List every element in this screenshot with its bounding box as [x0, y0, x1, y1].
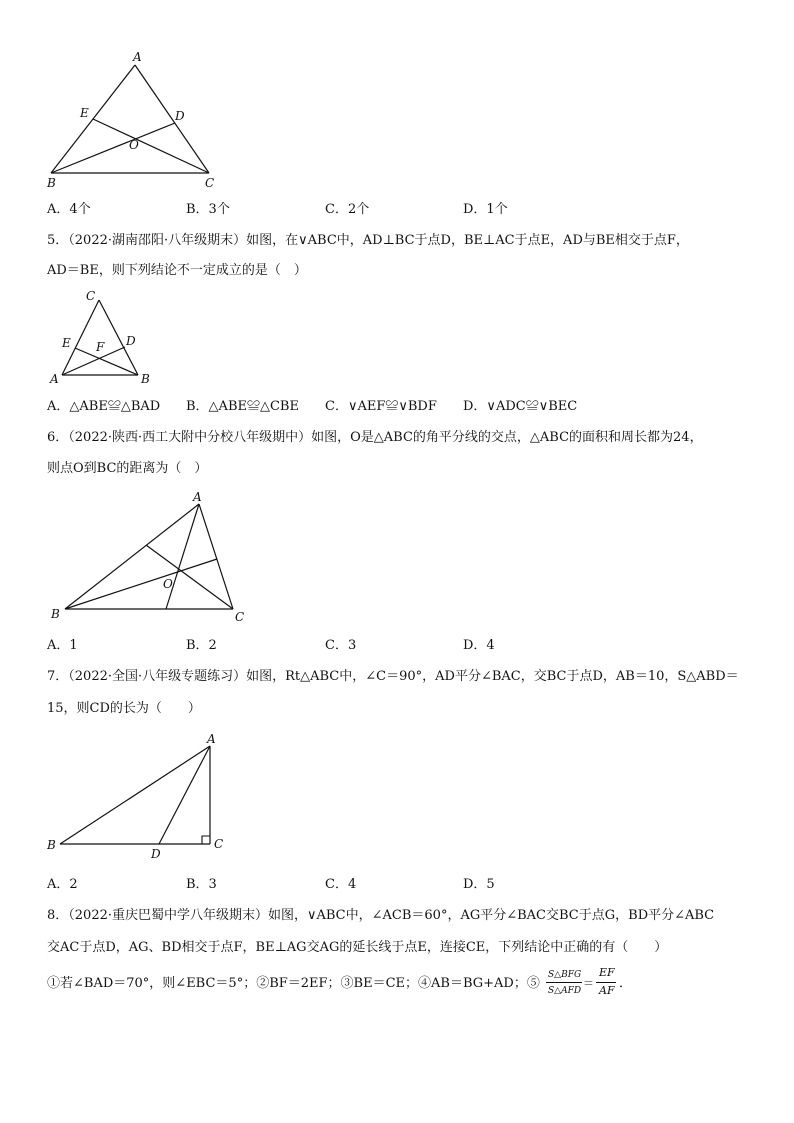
q4-option-c: C．2个 — [325, 202, 370, 217]
q4-label-a: A — [133, 50, 142, 64]
q8-end-period: ． — [619, 976, 633, 991]
q5-triangle-figure — [45, 285, 155, 390]
q8-stem-line2: 交AC于点D，AG、BD相交于点F，BE⊥AG交AG的延长线于点E，连接CE，下列结论中正确的有（ ） — [47, 940, 668, 955]
q6-side-ab — [65, 504, 199, 609]
q4-label-c: C — [205, 176, 215, 190]
q6-side-ac — [199, 504, 233, 609]
q5-label-e: E — [62, 336, 71, 350]
q6-option-d: D．4 — [463, 638, 495, 653]
q5-option-d: D．∨ADC≌∨BEC — [463, 399, 578, 414]
q5-label-b: B — [141, 372, 150, 386]
q8-frac-right-bar — [596, 982, 616, 983]
q6-bisector-a — [166, 504, 199, 609]
q7-side-ab — [60, 746, 210, 844]
q4-option-a: A．4个 — [47, 202, 91, 217]
q5-option-b: B．△ABE≌△CBE — [186, 399, 299, 414]
q6-option-a: A．1 — [47, 638, 78, 653]
q7-label-b: B — [47, 838, 56, 852]
q7-option-c: C．4 — [325, 877, 357, 892]
q4-label-e: E — [80, 106, 89, 120]
q4-label-o: O — [129, 138, 139, 152]
q4-label-d: D — [175, 109, 185, 123]
q7-label-c: C — [214, 837, 224, 851]
q7-stem-line1: 7．（2022·全国·八年级专题练习）如图，Rt△ABC中，∠C＝90°，AD平分∠BAC，交BC于点D，AB＝10，S△ABD＝ — [47, 669, 739, 684]
q8-equals-sign: ＝ — [583, 977, 594, 990]
q4-segment-be — [93, 119, 209, 173]
q7-stem-line2: 15，则CD的长为（ ） — [47, 701, 201, 716]
q4-triangle-figure — [40, 45, 230, 195]
q5-stem-line1: 5．（2022·湖南邵阳·八年级期末）如图，在∨ABC中，AD⊥BC于点D，BE⊥AC于点E，AD与BE相交于点F， — [47, 233, 689, 248]
q5-stem-line2: AD＝BE，则下列结论不一定成立的是（ ） — [47, 263, 307, 278]
q5-label-d: D — [126, 334, 136, 348]
q7-option-a: A．2 — [47, 877, 78, 892]
q6-stem-line2: 则点O到BC的距离为（ ） — [47, 461, 208, 476]
q7-option-d: D．5 — [463, 877, 495, 892]
q6-label-b: B — [51, 607, 60, 621]
q7-right-triangle-figure — [45, 728, 245, 863]
q6-stem-line1: 6．（2022·陕西·西工大附中分校八年级期中）如图，O是△ABC的角平分线的交点，△ABC的面积和周长都为24， — [47, 430, 703, 445]
q5-label-a: A — [50, 372, 59, 386]
q7-right-angle-mark — [202, 836, 210, 844]
q5-segment-ad — [62, 347, 125, 375]
q5-label-f: F — [96, 340, 105, 354]
q6-bisector-b — [65, 559, 217, 609]
q8-frac-left-bar — [546, 982, 582, 983]
q5-option-a: A．△ABE≌△BAD — [47, 399, 161, 414]
q6-triangle-figure — [45, 487, 260, 627]
q6-bisector-c — [146, 545, 233, 609]
q6-option-b: B．2 — [186, 638, 217, 653]
q4-side-ac — [135, 65, 209, 173]
q8-conclusions: ①若∠BAD＝70°，则∠EBC＝5°；②BF＝2EF；③BE＝CE；④AB＝BG+AD；⑤ — [47, 976, 540, 991]
q8-frac-left-numerator: S△BFG — [548, 970, 582, 980]
q5-segment-be — [75, 348, 138, 375]
q4-option-b: B．3个 — [186, 202, 230, 217]
q7-label-a: A — [207, 732, 216, 746]
q7-label-d: D — [151, 847, 161, 861]
q8-frac-right-denominator: AF — [599, 984, 615, 997]
q7-segment-ad — [159, 746, 210, 844]
q8-frac-right-numerator: EF — [599, 966, 615, 979]
q5-option-c: C．∨AEF≌∨BDF — [325, 399, 437, 414]
q7-option-b: B．3 — [186, 877, 217, 892]
q6-label-o: O — [163, 577, 173, 591]
q8-frac-left-denominator: S△AFD — [548, 986, 582, 996]
q6-label-a: A — [193, 490, 202, 504]
q8-stem-line1: 8．（2022·重庆巴蜀中学八年级期末）如图，∨ABC中，∠ACB＝60°，AG平分∠BAC交BC于点G，BD平分∠ABC — [47, 908, 715, 923]
q6-option-c: C．3 — [325, 638, 357, 653]
q6-label-c: C — [235, 610, 245, 624]
q4-option-d: D．1个 — [463, 202, 508, 217]
q4-label-b: B — [47, 176, 56, 190]
q5-label-c: C — [86, 289, 96, 303]
